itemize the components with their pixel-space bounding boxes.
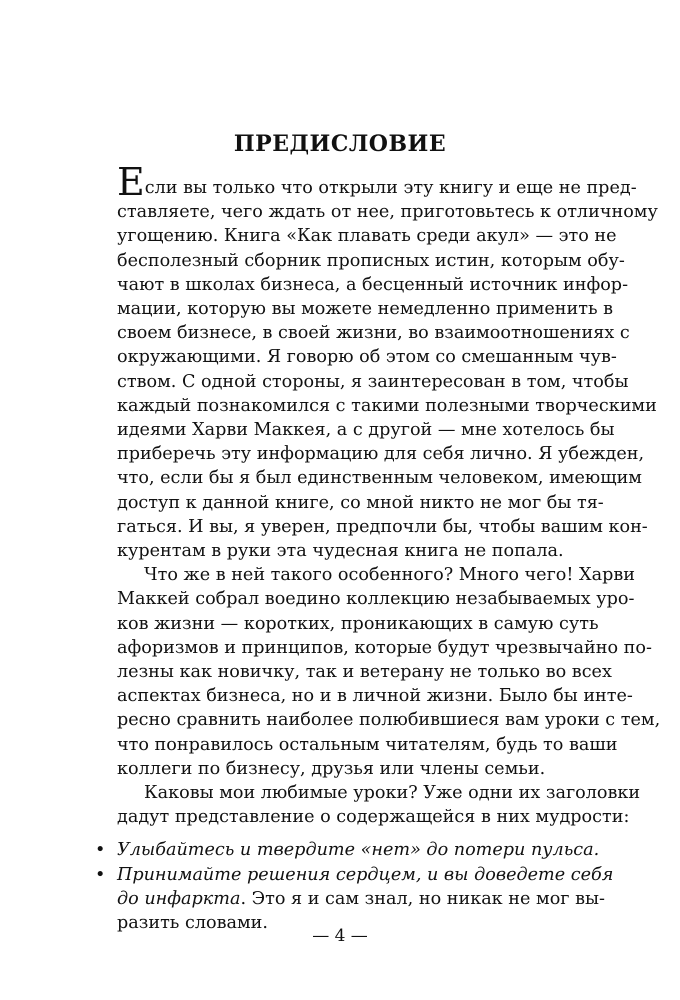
text-line: мации, которую вы можете немедленно применить в bbox=[117, 299, 614, 320]
text-line: своем бизнесе, в своей жизни, во взаимоотношениях с bbox=[117, 323, 630, 344]
text-line: Если вы только что открыли эту книгу и еще не пред- bbox=[117, 160, 637, 204]
text-line: Что же в ней такого особенного? Много чего! Харви bbox=[144, 565, 635, 586]
text-line: аспектах бизнеса, но и в личной жизни. Было бы инте- bbox=[117, 686, 633, 707]
text-line: лезны как новичку, так и ветерану не только во всех bbox=[117, 662, 612, 683]
text-line: коллеги по бизнесу, друзья или члены семьи. bbox=[117, 758, 546, 779]
text-line: гаться. И вы, я уверен, предпочли бы, чтобы вашим кон- bbox=[117, 516, 648, 537]
text-line: разить словами. bbox=[117, 913, 268, 934]
text-line: что, если бы я был единственным человеком, имеющим bbox=[117, 468, 642, 489]
text-line: бесполезный сборник прописных истин, которым обу- bbox=[117, 250, 625, 271]
page-number: — 4 — bbox=[312, 926, 368, 946]
bullet-icon: • bbox=[95, 864, 106, 885]
text-line: дадут представление о содержащейся в них мудрости: bbox=[117, 807, 630, 828]
text-line: ставляете, чего ждать от нее, приготовьтесь к отличному bbox=[117, 202, 658, 223]
text-line: идеями Харви Маккея, а с другой — мне хотелось бы bbox=[117, 420, 615, 441]
text-line: ресно сравнить наиболее полюбившиеся вам уроки с тем, bbox=[117, 710, 661, 731]
list-item: • Улыбайтесь и твердите «нет» до потери пульса. bbox=[117, 838, 593, 862]
text-line: каждый познакомился с такими полезными творческими bbox=[117, 395, 657, 416]
text-line: курентам в руки эта чудесная книга не попала. bbox=[117, 541, 564, 562]
text-line: окружающими. Я говорю об этом со смешанным чув- bbox=[117, 347, 617, 368]
text-line: ством. С одной стороны, я заинтересован в том, чтобы bbox=[117, 371, 629, 392]
text-line: афоризмов и принципов, которые будут чрезвычайно по- bbox=[117, 637, 652, 658]
drop-cap: Е bbox=[117, 160, 145, 204]
body-text bbox=[95, 160, 661, 935]
text-line: приберечь эту информацию для себя лично. Я убежден, bbox=[117, 444, 645, 465]
text-line: доступ к данной книге, со мной никто не мог бы тя- bbox=[117, 492, 604, 513]
text-line: до инфаркта. Это я и сам знал, но никак не мог вы- bbox=[117, 888, 605, 909]
text-line: Маккей собрал воедино коллекцию незабываемых уро- bbox=[117, 589, 635, 610]
chapter-title: ПРЕДИСЛОВИЕ bbox=[233, 131, 447, 157]
text-line: Каковы мои любимые уроки? Уже одни их заголовки bbox=[144, 783, 641, 804]
list-item: • Принимайте решения сердцем, и вы доведете себя bbox=[117, 863, 593, 887]
text-line: ков жизни — коротких, проникающих в самую суть bbox=[117, 613, 599, 634]
text-line: чают в школах бизнеса, а бесценный источник инфор- bbox=[117, 274, 629, 295]
text-line: угощению. Книга «Как плавать среди акул» — это не bbox=[117, 226, 617, 247]
bullet-icon: • bbox=[95, 840, 106, 861]
text-line: что понравилось остальным читателям, будь то ваши bbox=[117, 734, 618, 755]
